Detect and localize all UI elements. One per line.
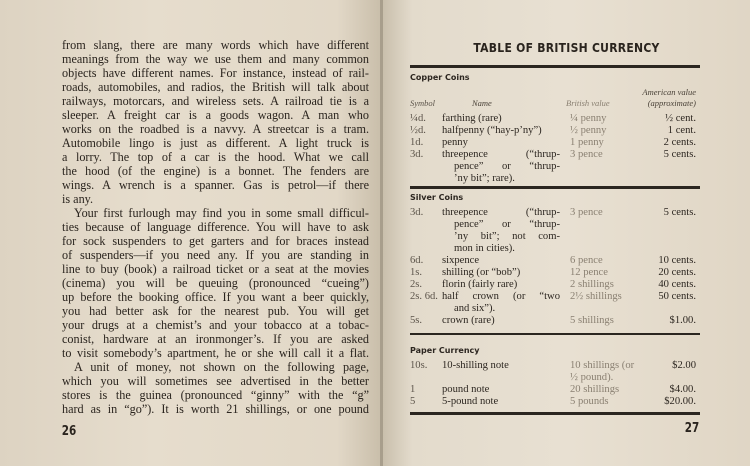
coin-name: half crown (or “two — [442, 291, 560, 302]
text-line: wings. A wrench is a spanner. Gas is petrol—if there — [62, 178, 369, 192]
body-text — [62, 38, 369, 416]
text-line: you had better ask for the nearest pub. You will get — [62, 304, 369, 318]
column-headers — [410, 87, 700, 113]
british-value: 2 shillings — [570, 279, 614, 290]
section-heading: Paper Currency — [410, 346, 480, 355]
row-line — [410, 372, 700, 384]
symbol: 3d. — [410, 149, 424, 160]
coin-name: farthing (rare) — [442, 113, 502, 124]
british-value: 2½ shillings — [570, 291, 622, 302]
british-value: ¼ penny — [570, 113, 607, 124]
american-value: 5 cents. — [663, 149, 696, 160]
rule — [410, 65, 700, 68]
text-line: a lorry. The top of a car is the hood. What we call — [62, 150, 369, 164]
coin-name: sixpence — [442, 255, 480, 266]
text-line: which you will sometimes see advertised in the better — [62, 374, 369, 388]
text-line: from slang, there are many words which have different — [62, 38, 369, 52]
column-header-symbol: Symbol — [410, 98, 436, 108]
row-line — [410, 207, 700, 219]
text-line: your drugs at a chemist’s and your tobacco at a tobac- — [62, 318, 369, 332]
row-line — [410, 243, 700, 255]
text-line: for sock suspenders to get garters and for braces instead — [62, 234, 369, 248]
british-value: 3 pence — [570, 149, 603, 160]
coin-name: shilling (or “bob”) — [442, 267, 521, 278]
section-heading: Copper Coins — [410, 73, 470, 82]
text-line: to visit somebody’s apartment, he or she will call it a flat. — [62, 346, 369, 360]
header-line — [410, 87, 700, 98]
table-row — [410, 360, 700, 384]
coin-name: crown (rare) — [442, 315, 495, 326]
symbol: 5s. — [410, 315, 423, 326]
table-row — [410, 267, 700, 279]
table-row — [410, 315, 700, 327]
american-value: 10 cents. — [658, 255, 696, 266]
american-value: $20.00. — [664, 396, 696, 407]
american-value: 20 cents. — [658, 267, 696, 278]
column-header-american: American value — [642, 87, 696, 97]
american-value: 50 cents. — [658, 291, 696, 302]
table-title: TABLE OF BRITISH CURRENCY — [473, 41, 660, 55]
british-value: ½ penny — [570, 125, 607, 136]
symbol: 2s. 6d. — [410, 291, 438, 302]
row-line — [410, 279, 700, 291]
british-value: 20 shillings — [570, 384, 620, 395]
text-line: conist, hardware at an ironmonger’s. If you are asked — [62, 332, 369, 346]
right-page — [383, 0, 750, 466]
american-value: 5 cents. — [663, 207, 696, 218]
british-value: 5 shillings — [570, 315, 614, 326]
section-paper-currency — [410, 344, 700, 408]
symbol: 1d. — [410, 137, 424, 148]
american-value: $4.00. — [669, 384, 696, 395]
text-line: the hood (of the engine) is a bonnet. The fenders are — [62, 164, 369, 178]
british-value: 5 pounds — [570, 396, 609, 407]
symbol: 1 — [410, 384, 416, 395]
table-row — [410, 113, 700, 125]
american-value: 2 cents. — [663, 137, 696, 148]
text-line: ties because of language difference. You will have to ask — [62, 220, 369, 234]
coin-name: pence” or “thrup- — [454, 161, 560, 172]
rule — [410, 333, 700, 335]
coin-name: 10-shilling note — [442, 360, 509, 371]
table-row — [410, 255, 700, 267]
rule — [410, 186, 700, 189]
coin-name: 5-pound note — [442, 396, 499, 407]
american-value: ½ cent. — [665, 113, 696, 124]
symbol: 2s. — [410, 279, 423, 290]
table-row — [410, 384, 700, 396]
text-line: is any. — [62, 192, 94, 206]
rule — [410, 412, 700, 415]
british-value: ½ pound). — [570, 372, 614, 383]
coin-name: threepence (“thrup- — [442, 207, 560, 218]
row-line — [410, 219, 700, 231]
row-line — [410, 384, 700, 396]
row-line — [410, 315, 700, 327]
american-value: $2.00 — [672, 360, 696, 371]
american-value: 1 cent. — [667, 125, 696, 136]
row-line — [410, 303, 700, 315]
row-line — [410, 137, 700, 149]
row-line — [410, 173, 700, 185]
coin-name: florin (fairly rare) — [442, 279, 518, 290]
row-line — [410, 161, 700, 173]
column-header-name: Name — [472, 98, 492, 108]
row-line — [410, 291, 700, 303]
text-line: Automobile lingo is just as different. A light truck is — [62, 136, 369, 150]
text-line: objects have different names. For instance, instead of rail- — [62, 66, 369, 80]
coin-name: mon in cities). — [454, 243, 515, 254]
coin-name: threepence (“thrup- — [442, 149, 560, 160]
symbol: 3d. — [410, 207, 424, 218]
british-value: 3 pence — [570, 207, 603, 218]
row-line — [410, 396, 700, 408]
symbol: 10s. — [410, 360, 428, 371]
symbol: 5 — [410, 396, 416, 407]
row-line — [410, 231, 700, 243]
symbol: ½d. — [410, 125, 426, 136]
symbol: 1s. — [410, 267, 423, 278]
text-line: (cinema) you will be queuing (pronounced “cueing”) — [62, 276, 369, 290]
american-value: 40 cents. — [658, 279, 696, 290]
table-row — [410, 137, 700, 149]
column-header-british: British value — [566, 98, 610, 108]
coin-name: ’ny bit”; not com- — [454, 231, 560, 242]
text-line: works on the roadbed is a navvy. A streetcar is a tram. — [62, 122, 369, 136]
text-line: railways, motorcars, and wireless sets. A railroad tie is a — [62, 94, 369, 108]
row-line — [410, 360, 700, 372]
row-line — [410, 113, 700, 125]
table-row — [410, 207, 700, 255]
row-line — [410, 255, 700, 267]
row-line — [410, 267, 700, 279]
section-copper-coins — [410, 71, 700, 185]
text-line: up before the booking office. If you want a beer quickly, — [62, 290, 369, 304]
table-row — [410, 149, 700, 185]
table-row — [410, 396, 700, 408]
text-line: stores is the guinea (pronounced “ginny” with the “g” — [62, 388, 369, 402]
coin-name: and six”). — [454, 303, 496, 314]
text-line: hard as in “go”). It is worth 21 shillings, or one pound — [62, 402, 369, 416]
page-number: 26 — [61, 424, 77, 439]
table-row — [410, 291, 700, 315]
column-header-american-note: (approximate) — [647, 98, 696, 108]
row-line — [410, 125, 700, 137]
section-heading: Silver Coins — [410, 193, 464, 202]
british-value: 6 pence — [570, 255, 603, 266]
text-line: sleeper. A freight car is a goods wagon. A man who — [62, 108, 369, 122]
header-line — [410, 98, 700, 109]
coin-name: halfpenny (“hay-p’ny”) — [442, 125, 542, 136]
coin-name: pence” or “thrup- — [454, 219, 560, 230]
coin-name: pound note — [442, 384, 490, 395]
text-line: meanings from the way we use them and many common — [62, 52, 369, 66]
table-row — [410, 279, 700, 291]
section-silver-coins — [410, 191, 700, 327]
british-value: 1 penny — [570, 137, 604, 148]
american-value: $1.00. — [669, 315, 696, 326]
symbol: 6d. — [410, 255, 424, 266]
text-line: line to buy (book) a railroad ticket or a seat at the movies — [62, 262, 369, 276]
text-line: Your first furlough may find you in some small difficul- — [74, 206, 369, 220]
page-number: 27 — [684, 421, 700, 436]
british-value: 12 pence — [570, 267, 608, 278]
coin-name: penny — [442, 137, 468, 148]
british-value: 10 shillings (or — [570, 360, 635, 371]
row-line — [410, 149, 700, 161]
text-line: of suspenders—if you need any. If you are standing in — [62, 248, 369, 262]
coin-name: ’ny bit”; rare). — [454, 173, 515, 184]
text-line: A unit of money, not shown on the following page, — [74, 360, 369, 374]
table-row — [410, 125, 700, 137]
symbol: ¼d. — [410, 113, 426, 124]
text-line: roads, automobiles, and radios, the British will talk about — [62, 80, 369, 94]
